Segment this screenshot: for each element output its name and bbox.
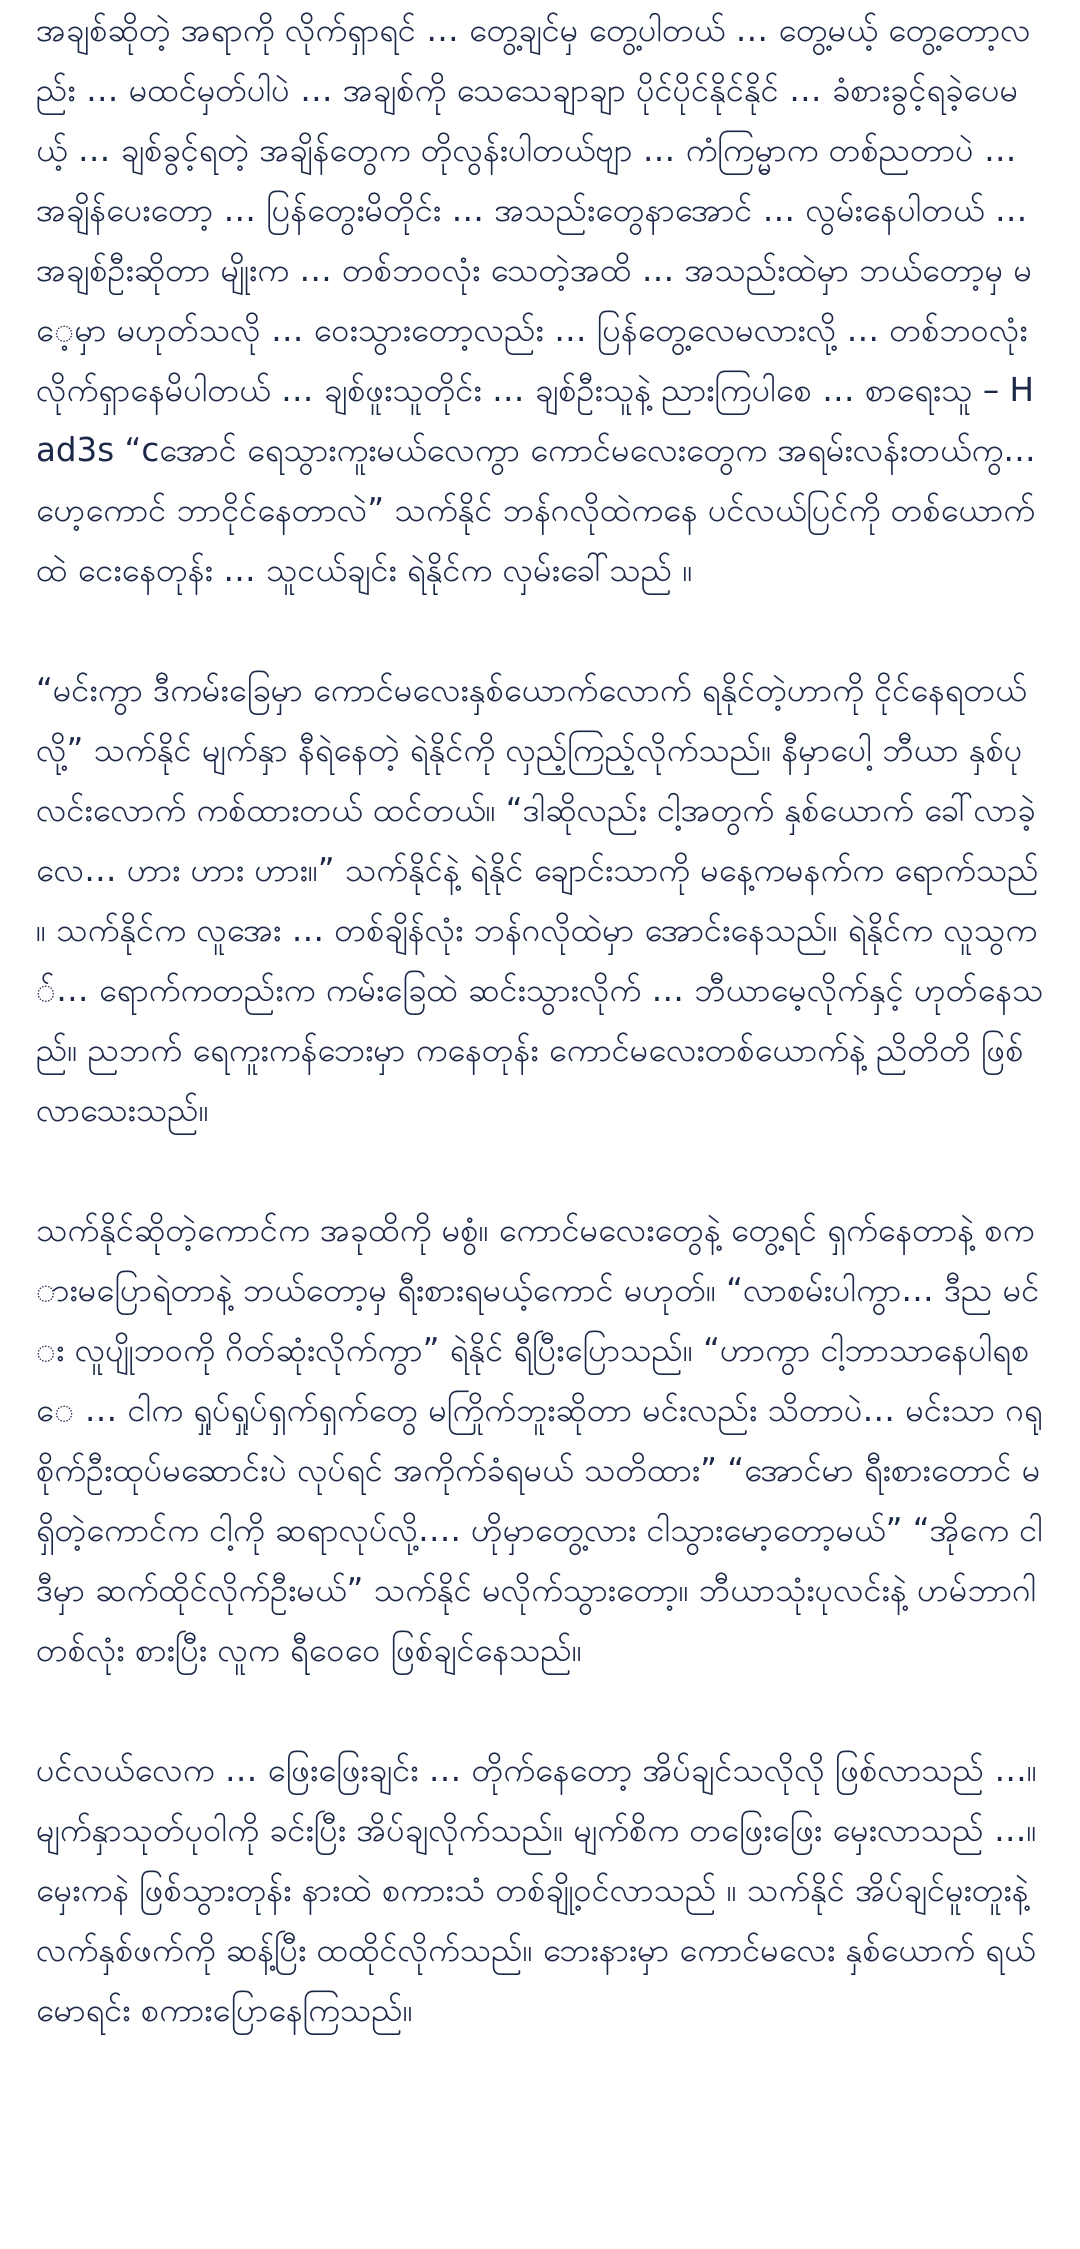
paragraph: သက်နိုင်ဆိုတဲ့ကောင်က အခုထိကို မစွံ။ ကောင်မလေးတွေနဲ့ တွေ့ရင် ရှက်နေတာနဲ့ စကားမပြောရဲတာနဲ့ ဘယ်တော့မှ ရီးစားရမယ့်ကောင် မဟုတ်။ “လာစမ်းပါကွာ… ဒီည မင်း လူပျိုဘဝကို ဂိတ်ဆုံးလိုက်ကွာ” ရဲနိုင် ရီပြီးပြောသည်။ “ဟာကွာ ငါ့ဘာသာနေပါရစေ … ငါက ရှုပ်ရှုပ်ရှက်ရှက်တွေ မကြိုက်ဘူးဆိုတာ မင်းလည်း သိတာပဲ… မင်းသာ ဂရုစိုက်ဦးထုပ်မဆောင်းပဲ လုပ်ရင် အကိုက်ခံရမယ် သတိထား” “အောင်မာ ရီးစားတောင် မရှိတဲ့ကောင်က ငါ့ကို ဆရာလုပ်လို့…. ဟိုမှာတွေ့လား ငါသွားမော့တော့မယ်” “အိုကေ ငါဒီမှာ ဆက်ထိုင်လိုက်ဦးမယ်” သက်နိုင် မလိုက်သွားတော့။ ဘီယာသုံးပုလင်းနဲ့ ဟမ်ဘာဂါတစ်လုံး စားပြီး လူက ရီဝေဝေ ဖြစ်ချင်နေသည်။ xyxy=(36,1211,1043,1669)
paragraph: ပင်လယ်လေက … ဖြေးဖြေးချင်း … တိုက်နေတော့ အိပ်ချင်သလိုလို ဖြစ်လာသည် …။ မျက်နှာသုတ်ပုဝါကို ခင်းပြီး အိပ်ချလိုက်သည်။ မျက်စိက တဖြေးဖြေး မှေးလာသည် …။ မှေးကနဲ ဖြစ်သွားတုန်း နားထဲ စကားသံ တစ်ချို့ဝင်လာသည် ။ သက်နိုင် အိပ်ချင်မူးတူးနဲ့ လက်နှစ်ဖက်ကို ဆန့်ပြီး ထထိုင်လိုက်သည်။ ဘေးနားမှာ ကောင်မလေး နှစ်ယောက် ရယ်မောရင်း စကားပြောနေကြသည်။ xyxy=(36,1751,1037,2029)
article-body xyxy=(36,0,1046,2100)
paragraph: အချစ်ဆိုတဲ့ အရာကို လိုက်ရှာရင် … တွေ့ချင်မှ တွေ့ပါတယ် … တွေ့မယ့် တွေ့တော့လည်း … မထင်မှတ်ပါပဲ … အချစ်ကို သေသေချာချာ ပိုင်ပိုင်နိုင်နိုင် … ခံစားခွင့်ရခဲ့ပေမယ့် … ချစ်ခွင့်ရတဲ့ အချိန်တွေက တိုလွန်းပါတယ်ဗျာ … ကံကြမ္မာက တစ်ညတာပဲ … အချိန်ပေးတော့ … ပြန်တွေးမိတိုင်း … အသည်းတွေနာအောင် … လွမ်းနေပါတယ် … အချစ်ဦးဆိုတာ မျိုးက … တစ်ဘဝလုံး သေတဲ့အထိ … အသည်းထဲမှာ ဘယ်တော့မှ မေ့မှာ မဟုတ်သလို … ဝေးသွားတော့လည်း … ပြန်တွေ့လေမလားလို့ … တစ်ဘဝလုံး လိုက်ရှာနေမိပါတယ် … ချစ်ဖူးသူတိုင်း … ချစ်ဦးသူနဲ့ ညားကြပါစေ … စာရေးသူ – Had3s “cအောင် ရေသွားကူးမယ်လေကွာ ကောင်မလေးတွေက အရမ်းလန်းတယ်ကွ… ဟေ့ကောင် ဘာငိုင်နေတာလဲ” သက်နိုင် ဘန်ဂလိုထဲကနေ ပင်လယ်ပြင်ကို တစ်ယောက်ထဲ ငေးနေတုန်း … သူငယ်ချင်း ရဲနိုင်က လှမ်းခေါ်သည် ။ xyxy=(36,11,1036,589)
paragraph: “မင်းကွာ ဒီကမ်းခြေမှာ ကောင်မလေးနှစ်ယောက်လောက် ရနိုင်တဲ့ဟာကို ငိုင်နေရတယ်လို့” သက်နိုင် မျက်နှာ နီရဲနေတဲ့ ရဲနိုင်ကို လှည့်ကြည့်လိုက်သည်။ နီမှာပေါ့ ဘီယာ နှစ်ပုလင်းလောက် ကစ်ထားတယ် ထင်တယ်။ “ဒါဆိုလည်း ငါ့အတွက် နှစ်ယောက် ခေါ်လာခဲ့လေ… ဟား ဟား ဟား။” သက်နိုင်နဲ့ ရဲနိုင် ချောင်းသာကို မနေ့ကမနက်က ရောက်သည်။ သက်နိုင်က လူအေး … တစ်ချိန်လုံး ဘန်ဂလိုထဲမှာ အောင်းနေသည်။ ရဲနိုင်က လူသွက်… ရောက်ကတည်းက ကမ်းခြေထဲ ဆင်းသွားလိုက် … ဘီယာမေ့လိုက်နှင့် ဟုတ်နေသည်။ ညဘက် ရေကူးကန်ဘေးမှာ ကနေတုန်း ကောင်မလေးတစ်ယောက်နဲ့ ညိတိတိ ဖြစ်လာသေးသည်။ xyxy=(36,671,1044,1129)
